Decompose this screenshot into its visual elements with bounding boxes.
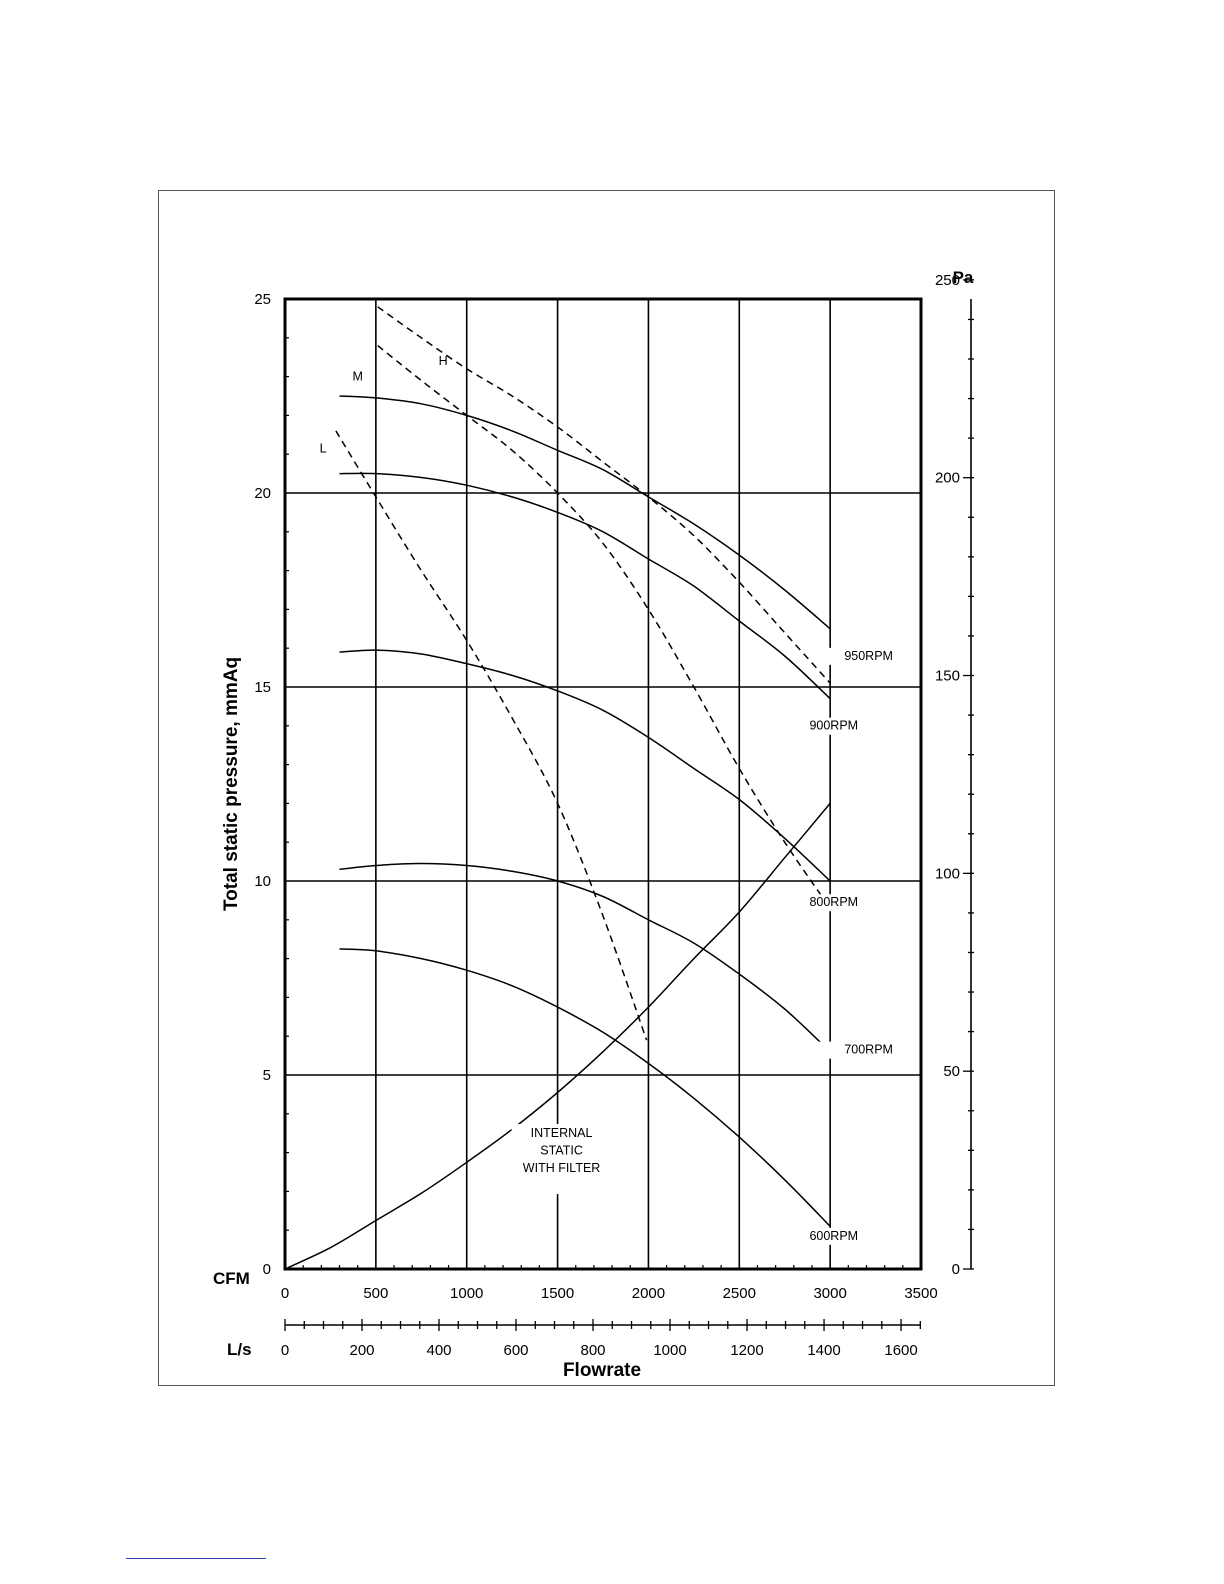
- series-line-800rpm: [340, 650, 831, 881]
- y-tick-label: 0: [262, 1261, 271, 1278]
- x-tick-label: 2000: [631, 1285, 666, 1302]
- y2-tick-label: 150: [934, 667, 960, 685]
- plot-border: [285, 299, 921, 1269]
- x-axis-title: Flowrate: [562, 1360, 642, 1381]
- annotation-internal-static: WITH FILTER: [522, 1161, 601, 1176]
- x2-tick-label: 1200: [730, 1342, 764, 1359]
- x2-tick-label: 600: [503, 1342, 529, 1359]
- x-unit-secondary: L/s: [227, 1340, 252, 1359]
- x-tick-label: 500: [363, 1285, 389, 1302]
- series-line-m: [378, 346, 830, 909]
- series-line-900rpm: [340, 473, 831, 698]
- y-tick-label: 20: [254, 485, 271, 502]
- series-line-950rpm: [340, 396, 831, 629]
- x-tick-label: 3500: [904, 1285, 938, 1302]
- x-tick-label: 2500: [722, 1285, 756, 1302]
- y2-tick-label: 200: [934, 469, 960, 487]
- series-label-900rpm: 900RPM: [809, 718, 859, 733]
- fan-performance-chart: [159, 191, 1056, 1387]
- x-tick-label: 1500: [540, 1285, 575, 1302]
- x2-tick-label: 800: [580, 1342, 606, 1359]
- y2-tick-label: 0: [951, 1261, 960, 1278]
- x2-tick-label: 1600: [884, 1342, 918, 1359]
- y2-tick-label: 100: [934, 865, 960, 883]
- series-label-800rpm: 800RPM: [809, 895, 859, 910]
- annotation-internal-static: INTERNAL: [530, 1126, 593, 1141]
- footnote-separator: [126, 1558, 266, 1559]
- x-tick-label: 0: [280, 1285, 290, 1302]
- annotation-internal-static: STATIC: [540, 1143, 583, 1158]
- series-label-h: H: [438, 353, 448, 368]
- x2-tick-label: 1400: [807, 1342, 841, 1359]
- y-tick-label: 10: [254, 873, 271, 890]
- x2-tick-label: 1000: [653, 1342, 687, 1359]
- x2-tick-label: 200: [349, 1342, 375, 1359]
- y-tick-label: 25: [254, 291, 271, 308]
- y-unit-secondary: Pa: [952, 268, 974, 287]
- y-tick-label: 15: [254, 679, 271, 696]
- x2-tick-label: 0: [280, 1342, 290, 1359]
- y-tick-label: 5: [262, 1067, 271, 1084]
- y2-tick-label: 250: [934, 271, 960, 289]
- x-tick-label: 1000: [450, 1285, 484, 1302]
- chart-frame: [158, 190, 1055, 1386]
- series-label-m: M: [352, 369, 363, 384]
- series-label-600rpm: 600RPM: [809, 1228, 859, 1243]
- x2-tick-label: 400: [426, 1342, 452, 1359]
- series-label-700rpm: 700RPM: [844, 1042, 893, 1057]
- y-axis-title: Total static pressure, mmAq: [221, 656, 242, 912]
- series-line-l: [336, 431, 647, 1040]
- series-label-l: L: [319, 441, 327, 456]
- series-label-950rpm: 950RPM: [844, 648, 893, 663]
- x-unit-primary: CFM: [213, 1269, 250, 1288]
- x-tick-label: 3000: [813, 1285, 847, 1302]
- y2-tick-label: 50: [943, 1063, 960, 1081]
